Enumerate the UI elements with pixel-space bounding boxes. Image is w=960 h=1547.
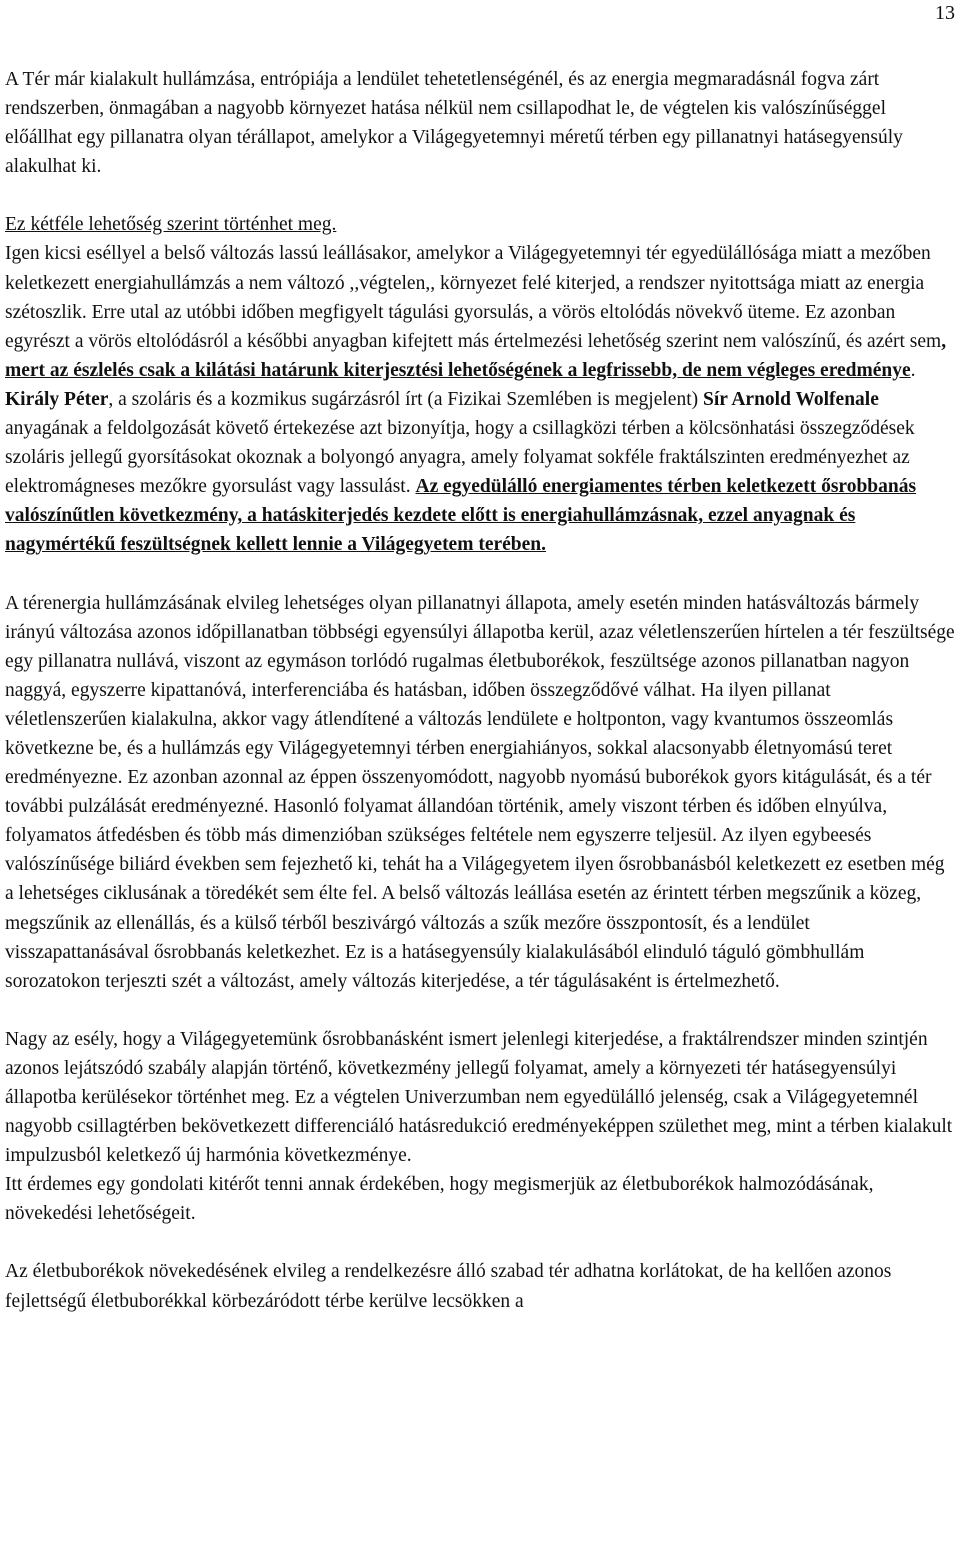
- page-content: [5, 65, 955, 1316]
- paragraph-2-text: .: [910, 359, 916, 381]
- paragraph-gap: [5, 560, 955, 589]
- emphasis-underlined: Az egyedülálló energiamentes térben keletkezett ősrobbanás valószínűtlen következmény, a hatáskiterjedés kezdete előtt is energiahullámzásnak, ezzel anyagnak és nagymértékű feszültségnek kellett lennie a Világegyetem terében.: [5, 476, 917, 556]
- paragraph-2-text: Igen kicsi eséllyel a belső változás lassú leállásakor, amelykor a Világegyetemnyi tér egyedülállósága miatt a mezőben keletkezett energiahullámzás a nem változó ,,végtelen,, környezet felé kiterjed, a rendszer nyitottsága miatt az energia szétoszlik. Erre utal az utóbbi időben megfigyelt tágulási gyorsulás, a vörös eltolódás növekvő üteme. Ez azonban egyrészt a vörös eltolódásról a későbbi anyagban kifejtett más értelmezési lehetőség szerint nem valószínű, és azért sem: [5, 243, 942, 352]
- paragraph-gap: [5, 996, 955, 1025]
- paragraph-gap: [5, 181, 955, 210]
- paragraph-2-text: , a szoláris és a kozmikus sugárzásról írt (a Fizikai Szemlében is megjelent): [108, 388, 703, 410]
- paragraph-4: Nagy az esély, hogy a Világegyetemünk ősrobbanásként ismert jelenlegi kiterjedése, a fraktálrendszer minden szintjén azonos lejátszódó szabály alapján történő, következmény jellegű folyamat, amely a környezeti tér hatásegyensúlyi állapotba kerülésekor történhet meg. Ez a végtelen Univerzumban nem egyedülálló jelenség, csak a Világegyetemnél nagyobb csillagtérben bekövetkezett differenciáló hatásredukció eredményeképpen születhet meg, mint a térben kialakult impulzusból keletkező új harmónia következménye.: [5, 1028, 953, 1167]
- paragraph-1: A Tér már kialakult hullámzása, entrópiája a lendület tehetetlenségénél, és az energia megmaradásnál fogva zárt rendszerben, önmagában a nagyobb környezet hatása nélkül nem csillapodhat le, de végtelen kis valószínűséggel előállhat egy pillanatra olyan térállapot, amelykor a Világegyetemnyi méretű térben egy pillanatnyi hatásegyensúly alakulhat ki.: [5, 69, 903, 178]
- paragraph-5: Itt érdemes egy gondolati kitérőt tenni annak érdekében, hogy megismerjük az életbuborékok halmozódásának, növekedési lehetőségeit.: [5, 1174, 874, 1225]
- author-name: Sír Arnold Wolfenale: [702, 388, 879, 410]
- paragraph-3: A térenergia hullámzásának elvileg lehetséges olyan pillanatnyi állapota, amely esetén minden hatásváltozás bármely irányú változása azonos időpillanatban többségi egyensúlyi állapotba kerül, azaz véletlenszerűen hírtelen a tér feszültsége egy pillanatra nullává, viszont az egymáson torlódó rugalmas életbuborékok, feszültsége azonos pillanatban nagyon naggyá, egyszerre kipattanóvá, interferenciába és hatásban, időben összegződővé válhat. Ha ilyen pillanat véletlenszerűen kialakulna, akkor vagy átlendítené a változás lendülete e holtponton, vagy kvantumos összeomlás következne be, és a hullámzás egy Világegyetemnyi térben energiahiányos, sokkal alacsonyabb életnyomású teret eredményezne. Ez azonban azonnal az éppen összenyomódott, nagyobb nyomású buborékok gyors kitágulását, és a tér további pulzálását eredményezné. Hasonló folyamat állandóan történik, amely viszont térben és időben elnyúlva, folyamatos átfedésben és több más dimenzióban szükséges feltétele nem egyszerre teljesül. Az ilyen egybeesés valószínűsége biliárd években sem fejezhető ki, tehát ha a Világegyetem ilyen ősrobbanásból keletkezett ez esetben még a lehetséges ciklusának a töredékét sem élte fel. A belső változás leállása esetén az érintett térben megszűnik a közeg, megszűnik az ellenállás, és a külső térből beszivárgó változás a szűk mezőre összpontosít, és a lendület visszapattanásával ősrobbanás keletkezhet. Ez is a hatásegyensúly kialakulásából elinduló táguló gömbhullám sorozatokon terjeszti szét a változást, amely változás kiterjedése, a tér tágulásaként is értelmezhető.: [5, 592, 955, 992]
- emphasis-underlined: , mert az észlelés csak a kilátási határunk kiterjesztési lehetőségének a legfrissebb, de nem végleges eredménye: [5, 330, 947, 381]
- subheading: Ez kétféle lehetőség szerint történhet meg.: [5, 214, 337, 236]
- paragraph-gap: [5, 1228, 955, 1257]
- author-name: Király Péter: [5, 388, 109, 410]
- paragraph-2: [5, 239, 955, 559]
- paragraph-6: Az életbuborékok növekedésének elvileg a rendelkezésre álló szabad tér adhatna korlátokat, de ha kellően azonos fejlettségű életbuborékkal körbezáródott térbe kerülve lecsökken a: [5, 1261, 892, 1312]
- paragraph-2-text: anyagának a feldolgozását követő értekezése azt bizonyítja, hogy a csillagközi térben a kölcsönhatási összegződések szoláris jellegű gyorsításokat okoznak a bolyongó anyagra, amely folyamat sokféle fraktálszinten eredményezhet az elektromágneses mezőkre gyorsulást vagy lassulást.: [5, 418, 915, 498]
- page-number: 13: [935, 2, 955, 24]
